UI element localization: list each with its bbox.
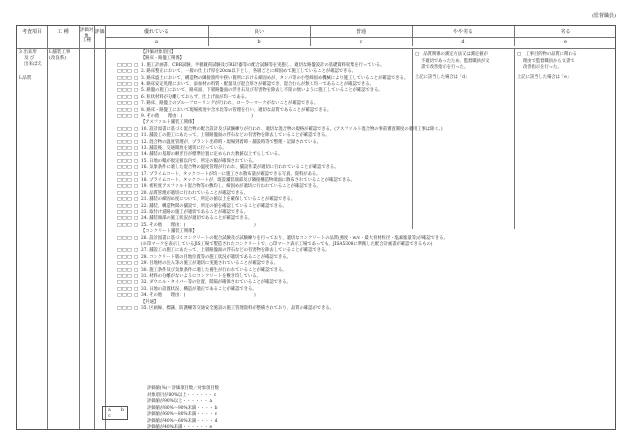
- item-text: 5. 路盤の施工において、路床面、下層路盤面の浮き石及び有害物を除去し不陸の無いように施工していることが確認できる。: [141, 88, 383, 94]
- checkbox[interactable]: □: [117, 210, 123, 215]
- item-checkbox[interactable]: □: [134, 139, 139, 145]
- checkbox[interactable]: □: [127, 62, 133, 68]
- section-title: 【アスファルト舗装工関係】: [141, 120, 197, 126]
- checkbox[interactable]: □: [127, 165, 133, 171]
- item-checkbox[interactable]: □: [134, 280, 139, 286]
- checkbox[interactable]: □: [122, 306, 128, 311]
- item-text: 25. その他 理由：( ): [141, 222, 256, 228]
- checkbox[interactable]: □: [117, 165, 123, 171]
- item-checkbox[interactable]: □: [134, 82, 139, 87]
- checkbox[interactable]: □: [122, 75, 128, 81]
- checkbox[interactable]: □: [127, 94, 133, 100]
- item-text: 21. 舗装の締固め度について、所定の値以上を確保していることが確認できる。: [141, 197, 296, 203]
- checkbox[interactable]: □: [122, 126, 128, 132]
- item-checkbox[interactable]: □: [134, 171, 139, 177]
- item-text: 18. プライムコート、タックコートが、既設舗装端部及び隣接構造物端面に散布されていることが確認できる。: [141, 178, 355, 183]
- item-checkbox[interactable]: □: [134, 158, 139, 164]
- item-checkbox[interactable]: □: [134, 152, 139, 158]
- checkbox[interactable]: □: [127, 286, 133, 292]
- checkbox[interactable]: □: [122, 165, 128, 171]
- section-title: 【コンクリート舗装工関係】: [141, 229, 197, 235]
- item-checkbox[interactable]: □: [134, 210, 139, 215]
- checkbox[interactable]: □: [122, 184, 128, 190]
- checkbox[interactable]: □: [122, 82, 128, 87]
- checkbox[interactable]: □: [122, 62, 128, 68]
- checkbox[interactable]: □: [122, 133, 128, 139]
- checkbox[interactable]: □: [122, 190, 128, 196]
- evaluation-sheet: [16, 12, 616, 432]
- checkbox[interactable]: □: [122, 210, 128, 215]
- item-checkbox[interactable]: □: [134, 94, 139, 100]
- checkbox[interactable]: □: [117, 178, 123, 183]
- item-text: 14. 舗装の基層の継ぎ目が標準位置に定められた数値以上ずらしている。: [141, 152, 283, 158]
- item-text: 8. 路床・路盤工において現場密度や含水比等の管理を行い、適切な品質であることが確認できる。: [141, 107, 332, 113]
- checkbox[interactable]: □: [117, 235, 123, 241]
- checkbox[interactable]: □: [122, 69, 128, 75]
- item-text: 24. 舗装端部の施工状況が適切であることが確認できる。: [141, 216, 253, 222]
- item-checkbox[interactable]: □: [134, 274, 139, 279]
- checkbox[interactable]: □: [127, 210, 133, 215]
- item-checkbox[interactable]: □: [134, 126, 139, 132]
- checkbox[interactable]: □: [117, 184, 123, 190]
- checkbox[interactable]: □: [122, 139, 128, 145]
- item-text: 20. 品質管理が適切に行われていることが確認できる。: [141, 190, 249, 196]
- item-checkbox[interactable]: □: [134, 248, 139, 254]
- checkbox[interactable]: □: [127, 190, 133, 196]
- item-text: 10. 設計図書に基づく混合物の配合設計及び試験練りが行われ、適切な混合物の規格が確認できる。(アスファルト混合物の事前審査制度の適用工事は除く。): [141, 126, 443, 132]
- checkbox[interactable]: □: [117, 88, 123, 94]
- checkbox[interactable]: □: [117, 248, 123, 254]
- item-checkbox[interactable]: □: [134, 146, 139, 151]
- item-text: 31. 材料の分離がないようにコンクリートを敷き均している。: [141, 274, 261, 279]
- checkbox[interactable]: □: [127, 280, 133, 286]
- item-checkbox[interactable]: □: [134, 114, 139, 119]
- checkbox[interactable]: □: [122, 286, 128, 292]
- item-checkbox[interactable]: □: [134, 286, 139, 292]
- checkbox[interactable]: □: [127, 107, 133, 113]
- checkbox[interactable]: □: [122, 94, 128, 100]
- item-text: 34. その他 理由：( ): [141, 293, 256, 299]
- item-text: 19. 密粒度アスファルト混合物等の敷均し、締固めが適切に行われていることが確認できる。: [141, 184, 321, 190]
- item-text: 30. 施工条件及び気象条件に適した養生が行われていることが確認できる。: [141, 267, 287, 273]
- checkbox[interactable]: □: [122, 235, 128, 241]
- item-text: 1. 施工計画書、CBR試験、平板載荷試験及びRI計器等の配合試験等を実施し、適切な路盤設計の基礎資料収集を行っている。: [141, 62, 385, 68]
- checkbox[interactable]: □: [122, 254, 128, 260]
- checkbox[interactable]: □: [122, 267, 128, 273]
- item-checkbox[interactable]: □: [134, 165, 139, 171]
- grade-column: 劣る e: [560, 29, 571, 45]
- checkbox[interactable]: □: [127, 171, 133, 177]
- item-text: 35. 区画線、標識、防護柵等交通安全施設の施工管理資料が整備されており、品質の確認ができる。: [141, 306, 334, 311]
- grade-column: 優れている a: [143, 29, 169, 45]
- item-text: 2. 路床整正において、一層の仕上げ厚を20cm以下とし、各層ごとに締固めて施工していることが確認できる。: [141, 69, 356, 75]
- item-checkbox[interactable]: □: [134, 184, 139, 190]
- checkbox[interactable]: □: [127, 126, 133, 132]
- checkbox[interactable]: □: [122, 152, 128, 158]
- item-text: 4. 路床安定処理において、添加材の料質・配量及び混合厚さが確認でき、混合むらが無く均一であることが確認できる。: [141, 82, 374, 87]
- checkbox[interactable]: □: [127, 101, 133, 107]
- checkbox[interactable]: □: [117, 267, 123, 273]
- item-checkbox[interactable]: □: [134, 267, 139, 273]
- section-title: 【路床・路盤工関係】: [141, 56, 184, 62]
- checkbox[interactable]: □: [127, 203, 133, 209]
- checkbox[interactable]: □: [117, 62, 123, 68]
- item-checkbox[interactable]: □: [134, 75, 139, 81]
- section-title: 【評価対象項目】: [141, 50, 176, 55]
- checkbox[interactable]: □: [122, 222, 128, 228]
- checkbox[interactable]: □: [117, 152, 123, 158]
- header-item: 考査項目: [21, 29, 42, 35]
- checkbox[interactable]: □: [127, 133, 133, 139]
- grade-e-note: □ 工事目的物の品質に関わる 理由で監督職員から文書で 改善指示を行った。 上記に該当した場合は「e」: [517, 52, 577, 80]
- checkbox[interactable]: □: [117, 146, 123, 151]
- checkbox[interactable]: □: [127, 152, 133, 158]
- checkbox[interactable]: □: [127, 82, 133, 87]
- item-checkbox[interactable]: □: [134, 306, 139, 311]
- item-checkbox[interactable]: □: [134, 133, 139, 139]
- item-text: 27. 舗設工の施工にあたって、上層路盤面の浮石などの有害物を除去していることが確認できる。: [141, 248, 330, 254]
- checkbox[interactable]: □: [127, 216, 133, 222]
- item-text: 28. コンクリート版の目地位置等の施工状況が適切であることが確認できる。: [141, 254, 291, 260]
- checkbox[interactable]: □: [117, 261, 123, 267]
- item-text: 22. 舗装、構造物間の舗設で、所定の値を確認していることが確認できる。: [141, 203, 287, 209]
- checkbox[interactable]: □: [127, 235, 133, 241]
- checkbox[interactable]: □: [117, 222, 123, 228]
- evaluation-table: [16, 25, 616, 430]
- item-text: 3. 路床盛土において、構造物の隣接箇所や狭い箇所における締固めが、タンパ等の小型締固め機械により施工していることが確認できる。: [141, 75, 409, 81]
- checkbox[interactable]: □: [122, 216, 128, 222]
- header-type-sub: 評価対象 工種: [79, 28, 94, 43]
- checkbox[interactable]: □: [122, 146, 128, 151]
- checkbox[interactable]: □: [122, 107, 128, 113]
- checkbox[interactable]: □: [127, 88, 133, 94]
- grade-d-note: □ 品質関係の測定方法又は測定値が 不適切であったため、監督職員が文 書で改善指示を行った。 上記に該当した場合は「d」: [415, 52, 490, 80]
- checkbox[interactable]: □: [117, 190, 123, 196]
- item-text: 9. その他 理由：( ): [141, 114, 253, 119]
- checkbox[interactable]: □: [122, 261, 128, 267]
- item-checkbox[interactable]: □: [134, 62, 139, 68]
- checkbox[interactable]: □: [117, 274, 123, 279]
- item-text: 32. ダウエル・タイバー等の位置、間隔が確保されていることが確認できる。: [141, 280, 291, 286]
- item-text: 26. 設計図書に基づくコンクリートの配合試験及び試験練りを行っており、適切なコンクリートの品質(強度・w/c・最大骨材粒径・塩素総量等)が確認できる。: [141, 235, 448, 241]
- checkbox[interactable]: □: [122, 280, 128, 286]
- checkbox[interactable]: □: [117, 82, 123, 87]
- item-text: 23. 取付け道路の施工が適切であることが確認できる。: [141, 210, 249, 215]
- checkbox[interactable]: □: [127, 267, 133, 273]
- item-checkbox[interactable]: □: [134, 101, 139, 107]
- type-label: Ⅰ.舗装工事 (改良系): [49, 50, 71, 61]
- item-checkbox[interactable]: □: [134, 197, 139, 203]
- item-checkbox[interactable]: □: [134, 88, 139, 94]
- header-eval: 評価: [94, 29, 105, 35]
- checkbox[interactable]: □: [122, 274, 128, 279]
- checkbox[interactable]: □: [117, 254, 123, 260]
- checkbox[interactable]: □: [122, 158, 128, 164]
- item-text: 11. 舗設工の施工にあたって、上層路盤面の浮石などの有害物を除去していることが確認できる。: [141, 133, 330, 139]
- checkbox[interactable]: □: [117, 203, 123, 209]
- item-text: 6. 粒状材料が分離しておらず、仕上げ面が均一である。: [141, 94, 250, 100]
- checkbox[interactable]: □: [117, 171, 123, 177]
- checkbox[interactable]: □: [127, 306, 133, 311]
- checkbox[interactable]: □: [127, 274, 133, 279]
- item-text: 17. プライムコート、タックコートが均一に施工され散布量が確認できる写真、資料がある。: [141, 171, 321, 177]
- checkbox[interactable]: □: [117, 197, 123, 203]
- item-text: (※印マークを表示しているJIS工場で製造されたコンクリートで、○印マーク表示工場であっても、JISA5308に準拠した配合計画書が確認できるもの): [141, 242, 433, 247]
- checkbox[interactable]: □: [117, 69, 123, 75]
- item-checkbox[interactable]: □: [134, 107, 139, 113]
- checkbox[interactable]: □: [117, 101, 123, 107]
- item-checkbox[interactable]: □: [134, 203, 139, 209]
- divider: [17, 48, 615, 49]
- checklist-item: [17, 306, 412, 313]
- grade-column: やや劣る d: [452, 29, 473, 45]
- item-label: 3 出来形 及 び 出来ばえ Ⅰ.品質: [19, 50, 42, 81]
- checkbox[interactable]: □: [117, 158, 123, 164]
- checkbox[interactable]: □: [117, 293, 123, 299]
- header-type: 工 種: [57, 29, 69, 35]
- checklist: [17, 50, 617, 380]
- checkbox[interactable]: □: [127, 248, 133, 254]
- item-text: 16. 気象条件に適した混合物の温度管理が行われ、舗設作業が適切に行われていることが確認できる。: [141, 165, 339, 171]
- checkbox[interactable]: □: [117, 75, 123, 81]
- checkbox[interactable]: □: [127, 261, 133, 267]
- item-checkbox[interactable]: □: [134, 222, 139, 228]
- item-text: 7. 路床、路盤上のプルーフローリングが行われ、ローラーマークがないことが確認できる。: [141, 101, 319, 107]
- item-checkbox[interactable]: □: [134, 190, 139, 196]
- checkbox[interactable]: □: [117, 280, 123, 286]
- evaluation-checkboxes[interactable]: [117, 306, 132, 313]
- checkbox[interactable]: □: [122, 197, 128, 203]
- checkbox[interactable]: □: [117, 94, 123, 100]
- checkbox[interactable]: □: [127, 158, 133, 164]
- item-checkbox[interactable]: □: [134, 235, 139, 241]
- item-checkbox[interactable]: □: [134, 69, 139, 75]
- item-text: 33. 日地の設置状況、構造が適正であることが確認できる。: [141, 286, 257, 292]
- item-text: 13. 舗設後、交通開放を適切に行っている。: [141, 146, 227, 151]
- item-text: 12. 混合物の温度管理が、プラント出荷時・現場到着時・舗設時等で整理・記録されている。: [141, 139, 322, 145]
- checkbox[interactable]: □: [127, 184, 133, 190]
- item-text: 15. 日地の幅が規定値以内で、所定の幅が確保されている。: [141, 158, 257, 164]
- checkbox[interactable]: □: [122, 88, 128, 94]
- evaluation-formula: 評価値(%)＝評価項目数／対象項目数 対象項目が80%以上・・・・・・ c 評価値が90%以上・・・・・・ a 評価値が80%～90%未満・・・・ b 評価値が60%～80%未満・・・・ c 評価値が40%～60%未満・・・・ d 評価値が40%未満・・・・・・ e: [147, 386, 219, 430]
- checkbox[interactable]: □: [127, 146, 133, 151]
- checkbox[interactable]: □: [122, 171, 128, 177]
- checkbox[interactable]: □: [117, 107, 123, 113]
- item-checkbox[interactable]: □: [134, 261, 139, 267]
- checkbox[interactable]: □: [117, 139, 123, 145]
- checkbox[interactable]: □: [127, 178, 133, 183]
- checkbox[interactable]: □: [122, 203, 128, 209]
- checkbox[interactable]: □: [117, 114, 123, 119]
- checkbox[interactable]: □: [117, 216, 123, 222]
- supervisor-label: (監督職員): [592, 13, 616, 19]
- grade-column: 良い b: [253, 29, 264, 45]
- checkbox[interactable]: □: [122, 178, 128, 183]
- item-text: 29. 目地材の注入等の施工が適切に実施されていることが確認できる。: [141, 261, 279, 267]
- checkbox[interactable]: □: [127, 222, 133, 228]
- grade-column: 普通 c: [355, 29, 366, 45]
- checkbox[interactable]: □: [127, 293, 133, 299]
- checkbox[interactable]: □: [127, 197, 133, 203]
- checkbox[interactable]: □: [127, 139, 133, 145]
- score-box: a b c: [102, 406, 128, 420]
- checkbox[interactable]: □: [117, 286, 123, 292]
- checkbox[interactable]: □: [117, 306, 123, 311]
- checkbox[interactable]: □: [127, 254, 133, 260]
- checkbox[interactable]: □: [122, 114, 128, 119]
- checkbox[interactable]: □: [127, 69, 133, 75]
- checkbox[interactable]: □: [117, 133, 123, 139]
- checkbox[interactable]: □: [127, 114, 133, 119]
- item-checkbox[interactable]: □: [134, 254, 139, 260]
- item-checkbox[interactable]: □: [134, 216, 139, 222]
- item-checkbox[interactable]: □: [134, 293, 139, 299]
- checkbox[interactable]: □: [127, 75, 133, 81]
- section-title: 【共通】: [141, 299, 159, 305]
- item-checkbox[interactable]: □: [134, 178, 139, 183]
- checkbox[interactable]: □: [122, 248, 128, 254]
- checkbox[interactable]: □: [122, 101, 128, 107]
- checkbox[interactable]: □: [122, 293, 128, 299]
- checkbox[interactable]: □: [117, 126, 123, 132]
